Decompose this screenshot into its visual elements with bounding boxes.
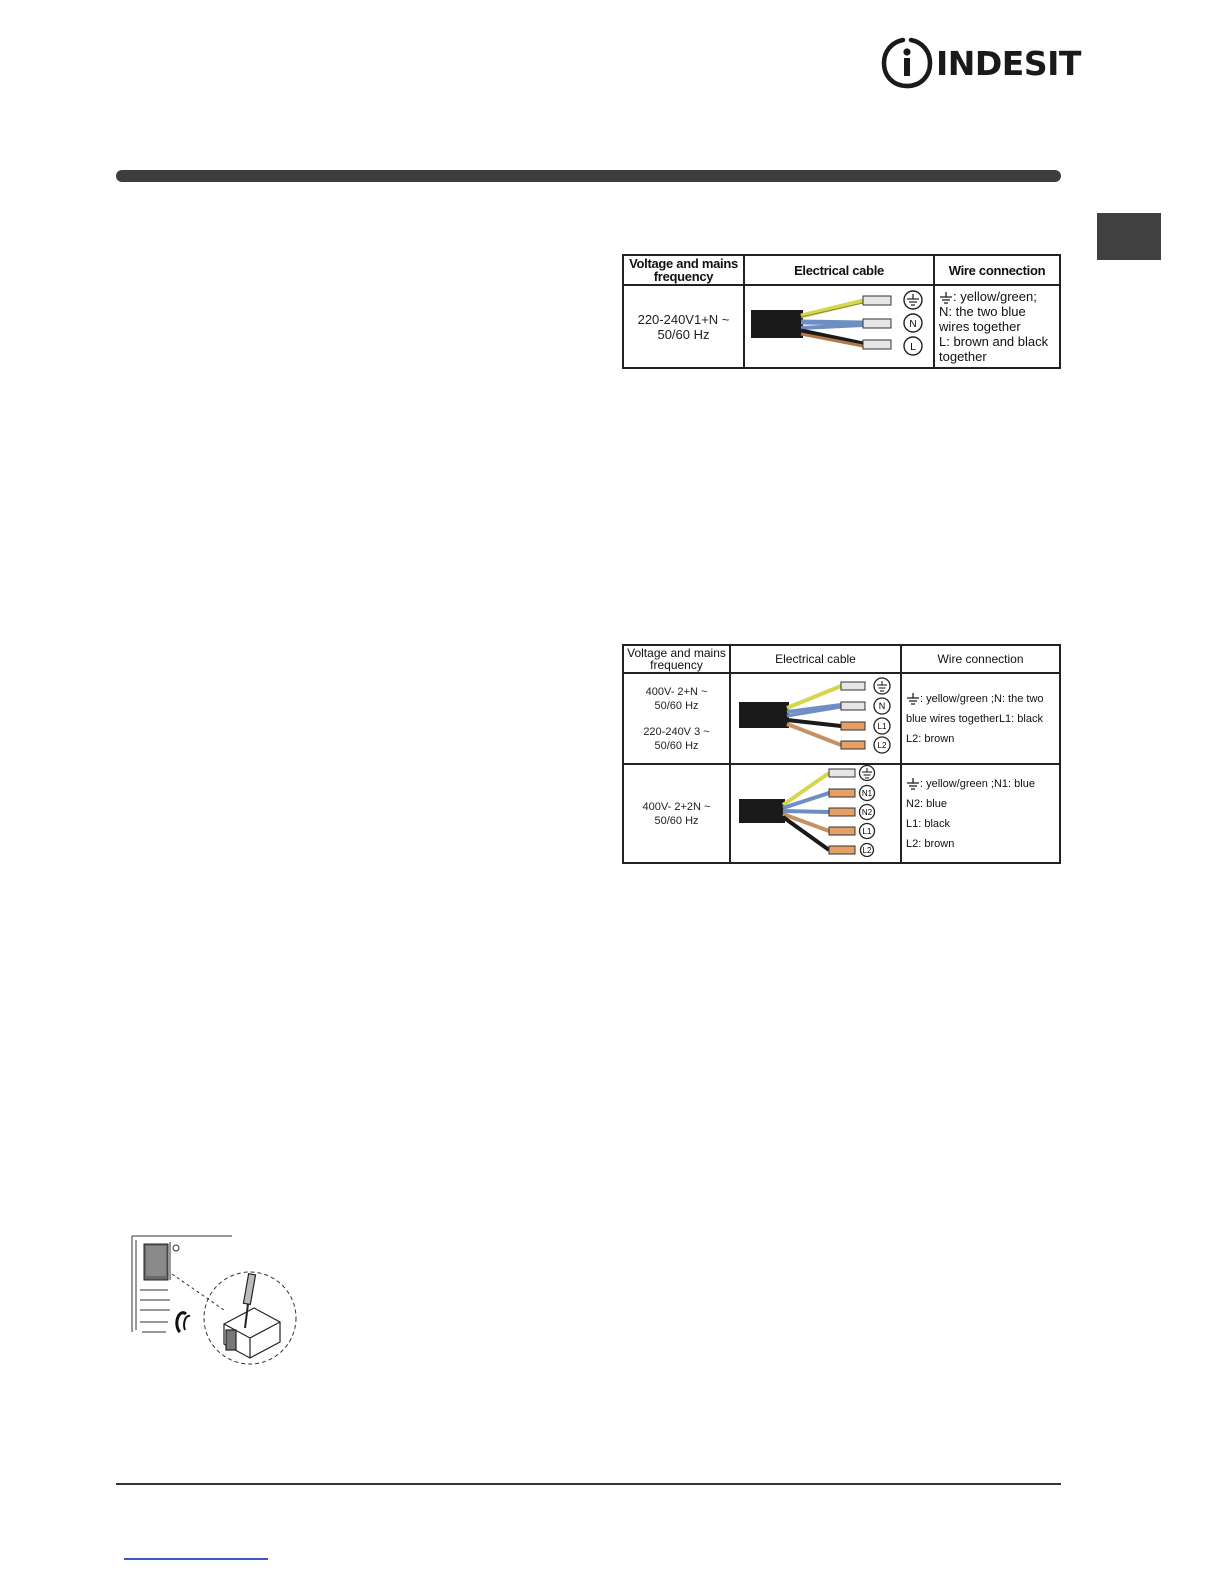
frequency-text: 50/60 Hz: [654, 699, 699, 712]
multi-phase-wiring-table: [622, 644, 1061, 864]
language-side-tab: [1097, 213, 1161, 260]
terminal-label: L: [910, 342, 916, 353]
indesit-logo-mark-icon: [880, 36, 934, 90]
wire-blue: [801, 322, 863, 323]
four-wire-cable-diagram: [731, 674, 899, 758]
frequency-text: 50/60 Hz: [654, 739, 699, 752]
voltage-cell: [623, 764, 730, 863]
terminal-label: N: [909, 319, 917, 330]
terminal-label: L2: [862, 846, 872, 855]
frequency-text: 50/60 Hz: [657, 326, 710, 342]
voltage-text: 220-240V1+N ~: [637, 311, 730, 327]
terminal-label: N: [878, 701, 886, 711]
table-row: [623, 764, 1060, 863]
cable-diagram-cell: [730, 764, 901, 863]
connection-line: L2: brown: [906, 732, 955, 745]
connection-line: : yellow/green ;N1: blue: [920, 777, 1035, 790]
voltage-cell: [623, 673, 730, 764]
table-header-voltage: Voltage and mains frequency: [623, 645, 730, 673]
voltage-text: 400V- 2+N ~: [645, 685, 708, 698]
frequency-text: 50/60 Hz: [654, 814, 699, 827]
cable-sheath: [739, 702, 789, 728]
voltage-cell: [623, 285, 744, 368]
connection-line: L1: black: [906, 817, 951, 830]
header-divider-bar: [116, 170, 1061, 182]
connection-line: : yellow/green;: [953, 289, 1037, 304]
terminal-label: L1: [862, 827, 872, 836]
brand-name: INDESIT: [936, 43, 1081, 83]
connection-line: L2: brown: [906, 837, 955, 850]
connection-cell: [901, 764, 1060, 863]
three-wire-cable-diagram: [745, 286, 931, 362]
footer-link-underline[interactable]: [124, 1558, 268, 1560]
table-row: [623, 285, 1060, 368]
earth-icon: [906, 778, 920, 790]
earth-icon: [906, 693, 920, 705]
connection-line: blue wires togetherL1: black: [906, 712, 1043, 725]
terminal-label: N1: [861, 789, 873, 798]
footer-divider: [116, 1483, 1061, 1485]
terminal-label: N2: [861, 808, 873, 817]
table-header-voltage: Voltage and mains frequency: [623, 255, 744, 285]
terminal-n: [863, 319, 891, 328]
table-header-connection: Wire connection: [901, 645, 1060, 673]
wire-yellow-green: [801, 301, 863, 316]
connection-line: : yellow/green ;N: the two: [920, 692, 1044, 705]
cable-sheath: [739, 799, 785, 823]
terminal-label: L1: [877, 722, 887, 731]
five-wire-cable-diagram: [731, 765, 899, 857]
indesit-logo: [880, 36, 1081, 90]
connection-line: N2: blue: [906, 797, 947, 810]
wire-brown: [787, 724, 841, 745]
cable-diagram-cell: [744, 285, 934, 368]
terminal-label: L2: [877, 741, 887, 750]
wire-black: [801, 331, 863, 344]
connection-line: N: the two blue wires together: [939, 304, 1026, 334]
terminal-box-screwdriver-illustration: [128, 1232, 300, 1368]
table-header-cable: Electrical cable: [730, 645, 901, 673]
table-header-connection: Wire connection: [934, 255, 1060, 285]
table-row: [623, 673, 1060, 764]
terminal-earth: [863, 296, 891, 305]
connection-cell: [901, 673, 1060, 764]
single-phase-wiring-table: [622, 254, 1061, 369]
table-header-cable: Electrical cable: [744, 255, 934, 285]
connection-line: L: brown and black together: [939, 334, 1049, 364]
cable-sheath: [751, 310, 803, 338]
earth-icon: [939, 292, 953, 304]
terminal-l: [863, 340, 891, 349]
voltage-text: 400V- 2+2N ~: [642, 800, 711, 813]
cable-diagram-cell: [730, 673, 901, 764]
voltage-text: 220-240V 3 ~: [643, 725, 710, 738]
connection-cell: [934, 285, 1060, 368]
